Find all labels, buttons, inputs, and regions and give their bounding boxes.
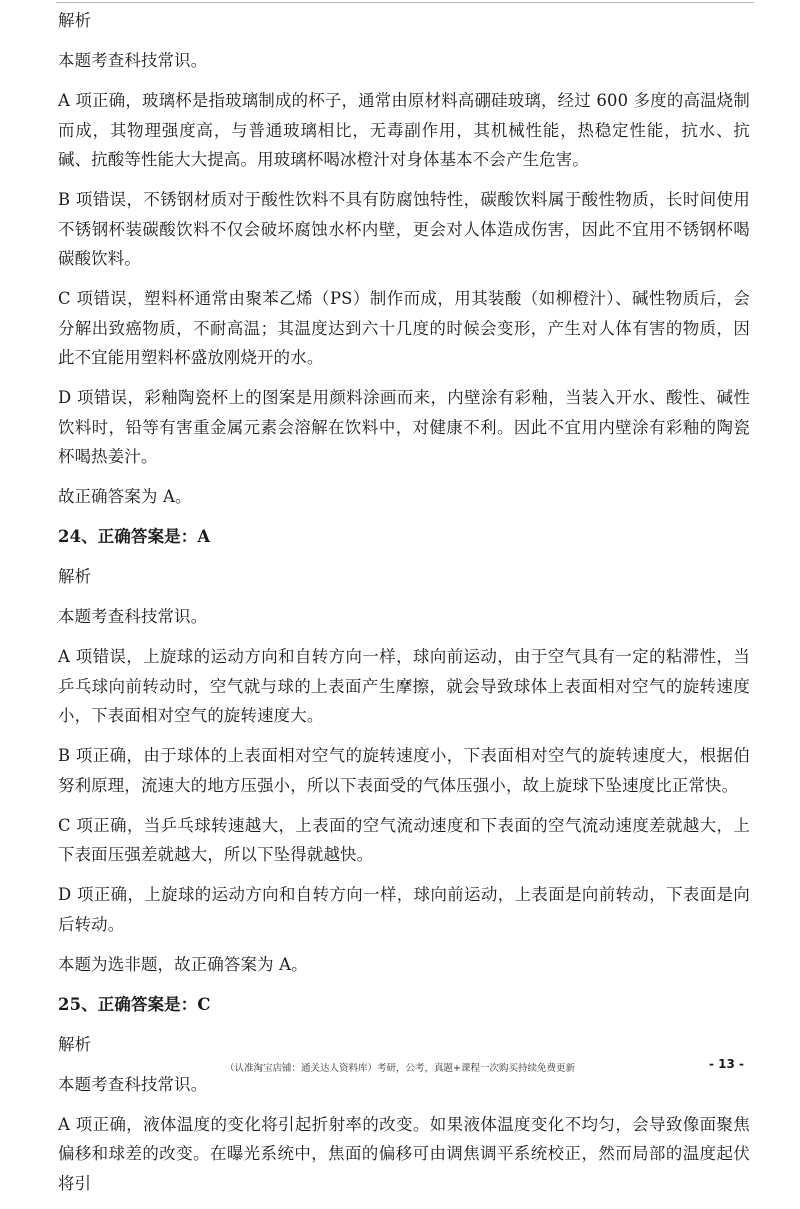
paragraph: A 项正确，液体温度的变化将引起折射率的改变。如果液体温度变化不均匀，会导致像面聚焦偏移和球差的改变。在曝光系统中，焦面的偏移可由调焦调平系统校正，然而局部的温度起伏将引: [58, 1114, 750, 1193]
paragraph: 解析: [58, 567, 92, 586]
paragraph: C 项错误，塑料杯通常由聚苯乙烯（PS）制作而成，用其装酸（如柳橙汁）、碱性物质后，会分解出致癌物质，不耐高温；其温度达到六十几度的时候会变形，产生对人体有害的物质，因此不宜能用塑料杯盛放刚烧开的水。: [58, 289, 750, 367]
paragraph: 解析: [58, 1034, 92, 1054]
top-divider: [56, 2, 754, 3]
paragraph: 本题考查科技常识。: [58, 607, 208, 626]
paragraph: D 项正确，上旋球的运动方向和自转方向一样，球向前运动，上表面是向前转动，下表面是向后转动。: [58, 885, 750, 934]
question-answer-heading: 25、正确答案是：C: [58, 994, 211, 1014]
paragraph: D 项错误，彩釉陶瓷杯上的图案是用颜料涂画而来，内壁涂有彩釉，当装入开水、酸性、碱性饮料时，铅等有害重金属元素会溶解在饮料中，对健康不利。因此不宜用内壁涂有彩釉的陶瓷杯喝热姜汁。: [58, 388, 750, 466]
paragraph: A 项错误，上旋球的运动方向和自转方向一样，球向前运动，由于空气具有一定的粘滞性，当乒乓球向前转动时，空气就与球的上表面产生摩擦，就会导致球体上表面相对空气的旋转速度小，下表面相对空气的旋转速度大。: [58, 647, 750, 725]
paragraph: 本题为选非题，故正确答案为 A。: [58, 954, 308, 974]
paragraph: 故正确答案为 A。: [58, 487, 192, 506]
paragraph: B 项正确，由于球体的上表面相对空气的旋转速度小，下表面相对空气的旋转速度大，根据伯努利原理，流速大的地方压强小，所以下表面受的气体压强小，故上旋球下坠速度比正常快。: [58, 746, 750, 795]
paragraph: 本题考查科技常识。: [58, 1074, 208, 1094]
page-footer: （认准淘宝店铺：通关达人资料库）考研，公考，真题+课程一次购买持续免费更新: [225, 1063, 575, 1074]
document-body: [58, 6, 750, 1209]
paragraph: 本题考查科技常识。: [58, 51, 208, 70]
paragraph: C 项正确，当乒乓球转速越大，上表面的空气流动速度和下表面的空气流动速度差就越大，上下表面压强差就越大，所以下坠得就越快。: [58, 815, 750, 864]
paragraph: B 项错误，不锈钢材质对于酸性饮料不具有防腐蚀特性，碳酸饮料属于酸性物质，长时间使用不锈钢杯装碳酸饮料不仅会破坏腐蚀水杯内壁，更会对人体造成伤害，因此不宜用不锈钢杯喝碳酸饮料。: [58, 190, 750, 268]
question-answer-heading: 24、正确答案是：A: [58, 527, 211, 546]
paragraph: A 项正确，玻璃杯是指玻璃制成的杯子，通常由原材料高硼硅玻璃，经过 600 多度的高温烧制而成，其物理强度高，与普通玻璃相比，无毒副作用，其机械性能，热稳定性能，抗水、抗碱、抗酸等性能大大提高。用玻璃杯喝冰橙汁对身体基本不会产生危害。: [58, 91, 750, 169]
paragraph: 解析: [58, 11, 92, 30]
page-number: - 13 -: [708, 1057, 744, 1071]
